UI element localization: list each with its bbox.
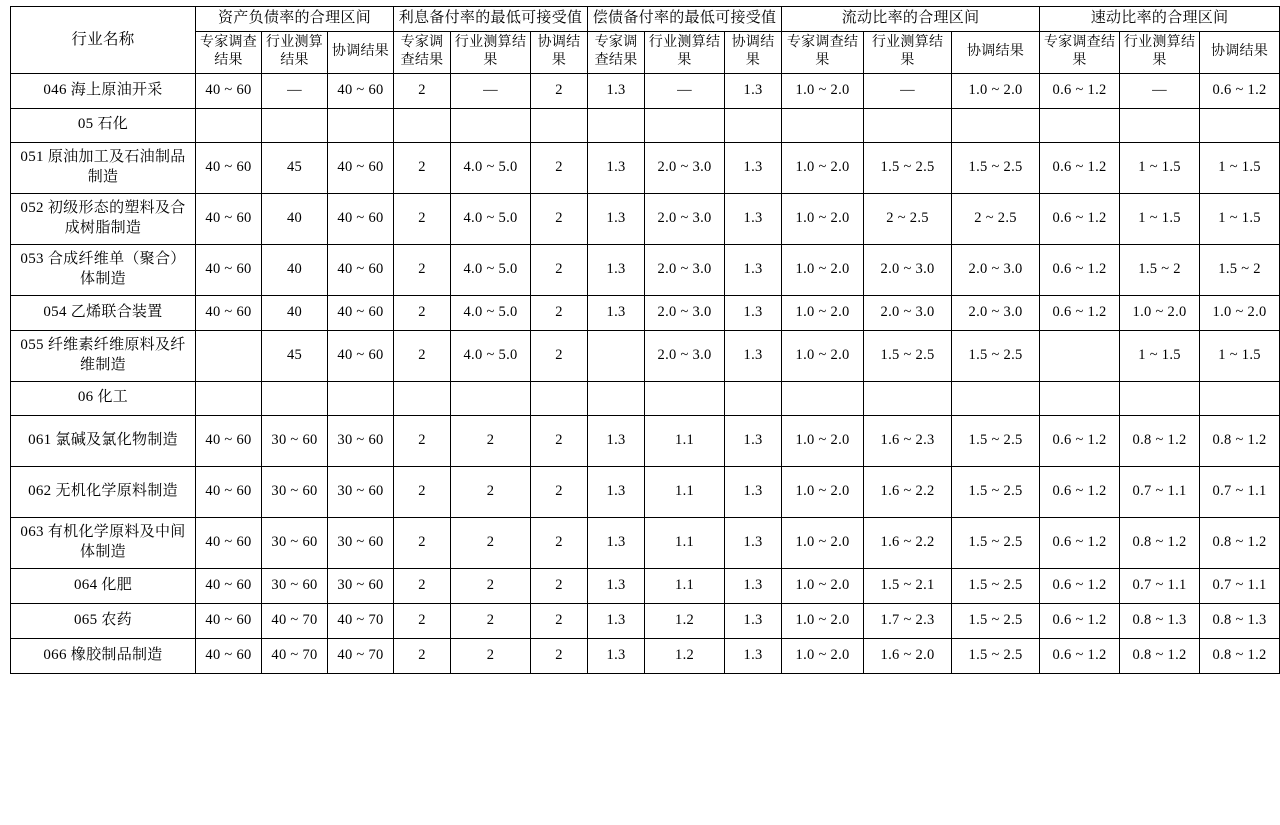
value-cell: 1.3 <box>588 517 645 568</box>
subheader-10: 行业测算结果 <box>864 31 952 73</box>
value-cell: 40 <box>262 295 328 330</box>
value-cell: 30 ~ 60 <box>262 517 328 568</box>
value-cell <box>1200 108 1280 142</box>
value-cell: 1.0 ~ 2.0 <box>782 330 864 381</box>
value-cell: 1.1 <box>645 415 725 466</box>
value-cell: 2 <box>531 73 588 108</box>
subheader-9: 专家调查结果 <box>782 31 864 73</box>
value-cell: 2 <box>394 73 451 108</box>
industry-financial-indicator-table <box>10 6 1280 674</box>
subheader-8: 协调结果 <box>725 31 782 73</box>
table-header <box>11 7 1280 74</box>
value-cell: 40 ~ 60 <box>328 193 394 244</box>
value-cell: 1.3 <box>588 142 645 193</box>
subheader-5: 协调结果 <box>531 31 588 73</box>
value-cell: 2 <box>451 466 531 517</box>
value-cell: 0.6 ~ 1.2 <box>1040 603 1120 638</box>
value-cell: 40 ~ 60 <box>196 568 262 603</box>
section-label: 05 石化 <box>11 108 196 142</box>
value-cell: 2.0 ~ 3.0 <box>952 244 1040 295</box>
value-cell: 1.0 ~ 2.0 <box>782 415 864 466</box>
value-cell: 1.3 <box>588 244 645 295</box>
value-cell: 40 ~ 60 <box>328 330 394 381</box>
value-cell: 0.6 ~ 1.2 <box>1040 568 1120 603</box>
value-cell: 45 <box>262 142 328 193</box>
value-cell <box>864 108 952 142</box>
value-cell: 1.6 ~ 2.2 <box>864 517 952 568</box>
industry-name-cell: 061 氯碱及氯化物制造 <box>11 415 196 466</box>
value-cell: 0.8 ~ 1.2 <box>1120 638 1200 673</box>
value-cell: 1.5 ~ 2 <box>1120 244 1200 295</box>
value-cell: 1.3 <box>725 244 782 295</box>
value-cell <box>588 108 645 142</box>
value-cell: 4.0 ~ 5.0 <box>451 244 531 295</box>
value-cell: — <box>451 73 531 108</box>
value-cell: 1.3 <box>588 638 645 673</box>
value-cell: 1.6 ~ 2.2 <box>864 466 952 517</box>
value-cell: 1.3 <box>588 415 645 466</box>
value-cell: 1.3 <box>725 193 782 244</box>
value-cell: 1.0 ~ 2.0 <box>952 73 1040 108</box>
value-cell: — <box>1120 73 1200 108</box>
value-cell: 1.3 <box>588 603 645 638</box>
value-cell: 1.5 ~ 2.5 <box>952 466 1040 517</box>
value-cell: 2.0 ~ 3.0 <box>645 244 725 295</box>
value-cell <box>645 108 725 142</box>
table-row <box>11 603 1280 638</box>
value-cell: 2 ~ 2.5 <box>864 193 952 244</box>
value-cell: 1 ~ 1.5 <box>1200 193 1280 244</box>
subheader-12: 专家调查结果 <box>1040 31 1120 73</box>
value-cell <box>262 108 328 142</box>
value-cell: 30 ~ 60 <box>328 517 394 568</box>
value-cell: 1.7 ~ 2.3 <box>864 603 952 638</box>
table-row <box>11 295 1280 330</box>
value-cell: 2 <box>394 142 451 193</box>
subheader-0: 专家调查结果 <box>196 31 262 73</box>
value-cell: 1.0 ~ 2.0 <box>782 142 864 193</box>
value-cell: 2 <box>394 295 451 330</box>
value-cell: 40 ~ 70 <box>262 638 328 673</box>
table-row <box>11 142 1280 193</box>
value-cell <box>196 108 262 142</box>
value-cell: 2 <box>394 603 451 638</box>
value-cell: 0.8 ~ 1.2 <box>1120 415 1200 466</box>
value-cell: 1.3 <box>588 466 645 517</box>
group-header-interest-coverage: 利息备付率的最低可接受值 <box>394 7 588 32</box>
value-cell: 1 ~ 1.5 <box>1200 142 1280 193</box>
value-cell <box>196 381 262 415</box>
value-cell: 1.1 <box>645 517 725 568</box>
value-cell: 40 ~ 70 <box>328 638 394 673</box>
value-cell: 1.1 <box>645 568 725 603</box>
value-cell <box>588 381 645 415</box>
value-cell <box>864 381 952 415</box>
value-cell: 40 ~ 60 <box>196 603 262 638</box>
value-cell <box>328 108 394 142</box>
value-cell <box>262 381 328 415</box>
value-cell: 45 <box>262 330 328 381</box>
value-cell: — <box>645 73 725 108</box>
value-cell: 2 ~ 2.5 <box>952 193 1040 244</box>
value-cell: 2 <box>531 330 588 381</box>
value-cell: 1.0 ~ 2.0 <box>782 466 864 517</box>
value-cell <box>531 381 588 415</box>
value-cell <box>1120 381 1200 415</box>
value-cell: 40 ~ 60 <box>196 193 262 244</box>
value-cell: 30 ~ 60 <box>328 415 394 466</box>
value-cell: 2 <box>394 568 451 603</box>
value-cell: 1.5 ~ 2.5 <box>952 415 1040 466</box>
value-cell: 2 <box>531 568 588 603</box>
value-cell: 0.8 ~ 1.2 <box>1120 517 1200 568</box>
industry-name-cell: 051 原油加工及石油制品制造 <box>11 142 196 193</box>
value-cell <box>1040 381 1120 415</box>
value-cell <box>394 381 451 415</box>
group-header-debt-service-coverage: 偿债备付率的最低可接受值 <box>588 7 782 32</box>
value-cell: 2 <box>394 415 451 466</box>
table-row <box>11 568 1280 603</box>
value-cell: 1.3 <box>725 466 782 517</box>
value-cell: 40 ~ 60 <box>196 466 262 517</box>
value-cell: — <box>864 73 952 108</box>
value-cell <box>1040 108 1120 142</box>
value-cell: 4.0 ~ 5.0 <box>451 330 531 381</box>
table-row <box>11 73 1280 108</box>
value-cell: 1.3 <box>588 193 645 244</box>
value-cell: 30 ~ 60 <box>328 568 394 603</box>
value-cell: 1.5 ~ 2.5 <box>952 638 1040 673</box>
value-cell: 1.0 ~ 2.0 <box>782 193 864 244</box>
value-cell: 2 <box>451 568 531 603</box>
industry-name-cell: 065 农药 <box>11 603 196 638</box>
value-cell: 2 <box>451 415 531 466</box>
value-cell: 0.6 ~ 1.2 <box>1040 466 1120 517</box>
group-header-quick-ratio: 速动比率的合理区间 <box>1040 7 1280 32</box>
industry-name-cell: 046 海上原油开采 <box>11 73 196 108</box>
value-cell: 1.0 ~ 2.0 <box>782 244 864 295</box>
value-cell: 40 ~ 60 <box>196 142 262 193</box>
table-row <box>11 193 1280 244</box>
value-cell: 0.6 ~ 1.2 <box>1040 517 1120 568</box>
value-cell: 1.6 ~ 2.0 <box>864 638 952 673</box>
value-cell: 1.3 <box>725 142 782 193</box>
value-cell: 2 <box>394 193 451 244</box>
value-cell: 0.7 ~ 1.1 <box>1120 568 1200 603</box>
value-cell: 2 <box>394 466 451 517</box>
industry-name-cell: 054 乙烯联合装置 <box>11 295 196 330</box>
industry-name-cell: 053 合成纤维单（聚合）体制造 <box>11 244 196 295</box>
table-row <box>11 517 1280 568</box>
value-cell: 1.6 ~ 2.3 <box>864 415 952 466</box>
industry-name-cell: 062 无机化学原料制造 <box>11 466 196 517</box>
value-cell <box>328 381 394 415</box>
value-cell: 1.0 ~ 2.0 <box>1120 295 1200 330</box>
value-cell: 4.0 ~ 5.0 <box>451 193 531 244</box>
value-cell: 1 ~ 1.5 <box>1200 330 1280 381</box>
value-cell: 40 ~ 70 <box>328 603 394 638</box>
value-cell: 1.0 ~ 2.0 <box>782 603 864 638</box>
value-cell: 1 ~ 1.5 <box>1120 330 1200 381</box>
value-cell: 2 <box>531 466 588 517</box>
value-cell: 40 ~ 60 <box>328 73 394 108</box>
value-cell: 1 ~ 1.5 <box>1120 142 1200 193</box>
group-header-current-ratio: 流动比率的合理区间 <box>782 7 1040 32</box>
value-cell: 0.7 ~ 1.1 <box>1200 568 1280 603</box>
subheader-11: 协调结果 <box>952 31 1040 73</box>
value-cell: 2 <box>531 517 588 568</box>
value-cell: 2.0 ~ 3.0 <box>864 295 952 330</box>
value-cell: 1.5 ~ 2.5 <box>952 517 1040 568</box>
value-cell <box>196 330 262 381</box>
value-cell: 2 <box>531 603 588 638</box>
group-header-debt-ratio: 资产负债率的合理区间 <box>196 7 394 32</box>
value-cell: 0.8 ~ 1.2 <box>1200 415 1280 466</box>
table-row <box>11 330 1280 381</box>
value-cell: 1.3 <box>725 73 782 108</box>
value-cell: 30 ~ 60 <box>262 568 328 603</box>
subheader-7: 行业测算结果 <box>645 31 725 73</box>
industry-name-cell: 052 初级形态的塑料及合成树脂制造 <box>11 193 196 244</box>
value-cell: 2 <box>394 330 451 381</box>
value-cell: 2 <box>531 193 588 244</box>
value-cell: 2 <box>531 244 588 295</box>
table-row <box>11 415 1280 466</box>
value-cell: 40 ~ 60 <box>328 142 394 193</box>
subheader-14: 协调结果 <box>1200 31 1280 73</box>
value-cell: 1.0 ~ 2.0 <box>1200 295 1280 330</box>
value-cell: 40 ~ 60 <box>196 244 262 295</box>
value-cell: 40 ~ 60 <box>196 517 262 568</box>
value-cell: 0.6 ~ 1.2 <box>1040 73 1120 108</box>
value-cell <box>531 108 588 142</box>
value-cell: 0.6 ~ 1.2 <box>1200 73 1280 108</box>
value-cell: 2 <box>531 295 588 330</box>
value-cell: 1.3 <box>588 295 645 330</box>
value-cell <box>725 108 782 142</box>
value-cell: 40 ~ 60 <box>196 73 262 108</box>
value-cell: 2.0 ~ 3.0 <box>952 295 1040 330</box>
value-cell: 2 <box>394 517 451 568</box>
value-cell: 1.3 <box>725 638 782 673</box>
industry-name-cell: 066 橡胶制品制造 <box>11 638 196 673</box>
value-cell: 1.0 ~ 2.0 <box>782 638 864 673</box>
value-cell: 0.8 ~ 1.3 <box>1200 603 1280 638</box>
value-cell: 0.8 ~ 1.3 <box>1120 603 1200 638</box>
value-cell: 40 ~ 60 <box>328 244 394 295</box>
value-cell: 1.1 <box>645 466 725 517</box>
value-cell: 4.0 ~ 5.0 <box>451 295 531 330</box>
subheader-2: 协调结果 <box>328 31 394 73</box>
table-row <box>11 638 1280 673</box>
value-cell: 1.3 <box>588 73 645 108</box>
value-cell: 1 ~ 1.5 <box>1120 193 1200 244</box>
table-section-row <box>11 108 1280 142</box>
table-row <box>11 466 1280 517</box>
value-cell <box>725 381 782 415</box>
value-cell: 1.0 ~ 2.0 <box>782 73 864 108</box>
value-cell: — <box>262 73 328 108</box>
value-cell: 0.8 ~ 1.2 <box>1200 638 1280 673</box>
value-cell: 0.8 ~ 1.2 <box>1200 517 1280 568</box>
header-sub-row <box>11 31 1280 73</box>
value-cell: 1.3 <box>725 415 782 466</box>
value-cell: 40 <box>262 193 328 244</box>
header-group-row <box>11 7 1280 32</box>
value-cell: 40 ~ 60 <box>196 638 262 673</box>
value-cell: 2.0 ~ 3.0 <box>645 295 725 330</box>
value-cell <box>394 108 451 142</box>
value-cell: 1.5 ~ 2.5 <box>952 142 1040 193</box>
value-cell <box>782 381 864 415</box>
value-cell: 1.5 ~ 2.5 <box>952 330 1040 381</box>
value-cell: 1.3 <box>725 517 782 568</box>
value-cell: 2 <box>451 638 531 673</box>
value-cell: 1.0 ~ 2.0 <box>782 517 864 568</box>
value-cell: 2 <box>531 415 588 466</box>
value-cell: 4.0 ~ 5.0 <box>451 142 531 193</box>
table-row <box>11 244 1280 295</box>
value-cell: 1.5 ~ 2 <box>1200 244 1280 295</box>
value-cell: 40 <box>262 244 328 295</box>
value-cell: 2 <box>394 244 451 295</box>
section-label: 06 化工 <box>11 381 196 415</box>
value-cell: 0.7 ~ 1.1 <box>1200 466 1280 517</box>
value-cell: 1.3 <box>725 568 782 603</box>
value-cell: 1.2 <box>645 638 725 673</box>
value-cell: 30 ~ 60 <box>262 466 328 517</box>
value-cell: 1.0 ~ 2.0 <box>782 568 864 603</box>
subheader-3: 专家调查结果 <box>394 31 451 73</box>
value-cell: 40 ~ 60 <box>196 295 262 330</box>
value-cell: 1.3 <box>725 603 782 638</box>
value-cell <box>782 108 864 142</box>
industry-name-cell: 055 纤维素纤维原料及纤维制造 <box>11 330 196 381</box>
subheader-4: 行业测算结果 <box>451 31 531 73</box>
value-cell: 40 ~ 60 <box>328 295 394 330</box>
value-cell: 2 <box>451 603 531 638</box>
value-cell: 2.0 ~ 3.0 <box>645 330 725 381</box>
value-cell: 2.0 ~ 3.0 <box>645 142 725 193</box>
value-cell: 0.6 ~ 1.2 <box>1040 638 1120 673</box>
value-cell: 2.0 ~ 3.0 <box>645 193 725 244</box>
value-cell <box>451 108 531 142</box>
subheader-6: 专家调查结果 <box>588 31 645 73</box>
value-cell: 2 <box>394 638 451 673</box>
value-cell: 0.6 ~ 1.2 <box>1040 415 1120 466</box>
column-header-industry-name: 行业名称 <box>11 7 196 74</box>
value-cell: 1.3 <box>588 568 645 603</box>
value-cell <box>952 108 1040 142</box>
value-cell: 1.5 ~ 2.5 <box>952 603 1040 638</box>
value-cell: 1.5 ~ 2.5 <box>864 330 952 381</box>
value-cell: 0.6 ~ 1.2 <box>1040 193 1120 244</box>
value-cell <box>451 381 531 415</box>
value-cell: 0.6 ~ 1.2 <box>1040 142 1120 193</box>
value-cell <box>1200 381 1280 415</box>
table-section-row <box>11 381 1280 415</box>
value-cell: 1.5 ~ 2.1 <box>864 568 952 603</box>
value-cell: 30 ~ 60 <box>328 466 394 517</box>
value-cell: 2 <box>531 638 588 673</box>
subheader-1: 行业测算结果 <box>262 31 328 73</box>
value-cell: 1.5 ~ 2.5 <box>952 568 1040 603</box>
value-cell: 1.3 <box>725 330 782 381</box>
value-cell: 40 ~ 60 <box>196 415 262 466</box>
value-cell <box>588 330 645 381</box>
value-cell: 1.5 ~ 2.5 <box>864 142 952 193</box>
value-cell: 2 <box>451 517 531 568</box>
value-cell: 0.6 ~ 1.2 <box>1040 295 1120 330</box>
value-cell <box>645 381 725 415</box>
value-cell <box>952 381 1040 415</box>
value-cell: 1.0 ~ 2.0 <box>782 295 864 330</box>
subheader-13: 行业测算结果 <box>1120 31 1200 73</box>
value-cell: 2 <box>531 142 588 193</box>
value-cell <box>1040 330 1120 381</box>
value-cell: 40 ~ 70 <box>262 603 328 638</box>
table-body <box>11 73 1280 673</box>
value-cell: 1.2 <box>645 603 725 638</box>
value-cell: 1.3 <box>725 295 782 330</box>
industry-name-cell: 063 有机化学原料及中间体制造 <box>11 517 196 568</box>
value-cell: 30 ~ 60 <box>262 415 328 466</box>
value-cell: 2.0 ~ 3.0 <box>864 244 952 295</box>
industry-name-cell: 064 化肥 <box>11 568 196 603</box>
value-cell: 0.6 ~ 1.2 <box>1040 244 1120 295</box>
value-cell: 0.7 ~ 1.1 <box>1120 466 1200 517</box>
value-cell <box>1120 108 1200 142</box>
